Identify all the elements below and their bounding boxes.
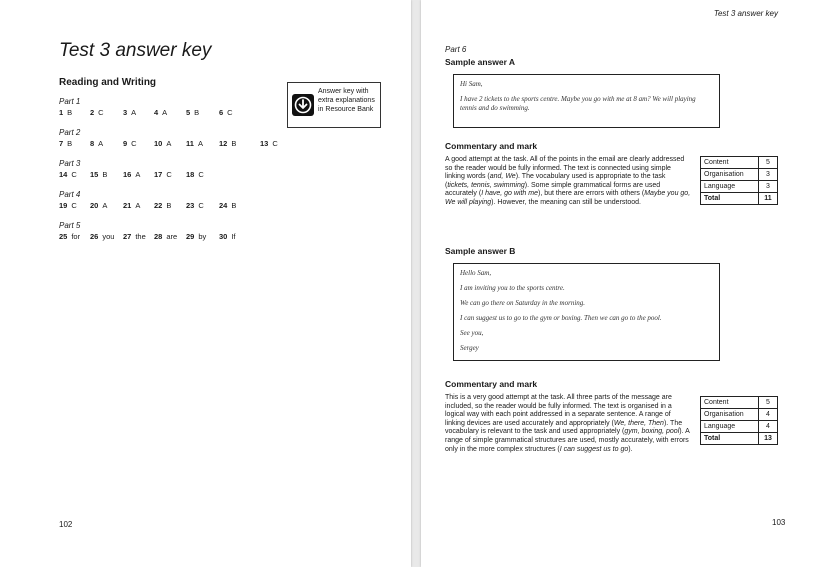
resource-bank-callout bbox=[287, 82, 381, 128]
question-number: 12 bbox=[219, 139, 228, 148]
commentary-segment: ). The vocabulary is relevant to the task and used appropriately ( bbox=[445, 419, 683, 436]
answer-part-2 bbox=[59, 128, 278, 151]
running-head: Test 3 answer key bbox=[713, 9, 778, 18]
commentary-segment: ). Some simple grammatical forms are used accurately ( bbox=[445, 181, 661, 198]
answer-item bbox=[154, 170, 172, 179]
answer-item bbox=[59, 232, 80, 241]
answer-value: C bbox=[166, 170, 172, 179]
left-page bbox=[0, 0, 411, 567]
answer-row bbox=[59, 139, 278, 151]
sample-line: Hello Sam, bbox=[460, 269, 492, 277]
commentary-a-text bbox=[445, 156, 691, 208]
answer-item bbox=[219, 201, 236, 210]
answer-value: A bbox=[131, 108, 137, 117]
question-number: 27 bbox=[123, 232, 132, 241]
question-number: 11 bbox=[186, 139, 194, 148]
page-title: Test 3 answer key bbox=[59, 40, 212, 61]
score: 4 bbox=[759, 421, 778, 433]
question-number: 15 bbox=[90, 170, 99, 179]
commentary-a-heading: Commentary and mark bbox=[445, 141, 538, 151]
answer-value: C bbox=[71, 170, 77, 179]
answer-item bbox=[186, 170, 204, 179]
question-number: 28 bbox=[154, 232, 163, 241]
answer-item bbox=[59, 108, 72, 117]
criterion: Language bbox=[701, 421, 759, 433]
mark-row bbox=[701, 181, 778, 193]
answer-item bbox=[90, 232, 114, 241]
commentary-segment: ), but there are errors with others ( bbox=[538, 190, 645, 198]
download-arrow-icon bbox=[292, 94, 314, 116]
criterion: Content bbox=[701, 157, 759, 169]
answer-item bbox=[186, 201, 204, 210]
criterion: Organisation bbox=[701, 409, 759, 421]
answer-value: B bbox=[194, 108, 200, 117]
question-number: 21 bbox=[123, 201, 132, 210]
marks-table-b bbox=[700, 396, 778, 445]
part-label: Part 3 bbox=[59, 159, 81, 168]
answer-item bbox=[90, 139, 103, 148]
mark-row bbox=[701, 397, 778, 409]
answer-part-4 bbox=[59, 190, 237, 213]
question-number: 20 bbox=[90, 201, 99, 210]
sample-line: See you, bbox=[460, 329, 484, 337]
example-phrase: We, there, Then bbox=[613, 419, 664, 427]
sample-line: I am inviting you to the sports centre. bbox=[460, 284, 565, 292]
section-heading: Reading and Writing bbox=[59, 77, 157, 88]
commentary-b-text bbox=[445, 394, 691, 454]
answer-row bbox=[59, 108, 233, 120]
answer-item bbox=[90, 108, 104, 117]
answer-value: the bbox=[135, 232, 146, 241]
answer-item bbox=[123, 139, 137, 148]
answer-value: B bbox=[166, 201, 172, 210]
answer-item bbox=[123, 201, 140, 210]
answer-item bbox=[186, 232, 206, 241]
sample-line: Sergey bbox=[460, 344, 479, 352]
question-number: 7 bbox=[59, 139, 64, 148]
answer-item bbox=[59, 201, 77, 210]
answer-item bbox=[260, 139, 278, 148]
example-phrase: I have, go with me bbox=[481, 190, 538, 198]
page-number: 102 bbox=[59, 520, 73, 529]
answer-value: A bbox=[135, 201, 141, 210]
sample-b-heading: Sample answer B bbox=[445, 246, 516, 256]
question-number: 2 bbox=[90, 108, 95, 117]
sample-line: Hi Sam, bbox=[460, 80, 483, 88]
answer-value: C bbox=[198, 170, 204, 179]
question-number: 13 bbox=[260, 139, 269, 148]
criterion: Language bbox=[701, 181, 759, 193]
total-row bbox=[701, 433, 778, 445]
answer-part-5 bbox=[59, 221, 236, 244]
sample-a-answer-box bbox=[453, 74, 720, 128]
answer-value: C bbox=[98, 108, 104, 117]
answer-item bbox=[90, 201, 107, 210]
answer-item bbox=[154, 139, 171, 148]
answer-item bbox=[154, 232, 177, 241]
question-number: 3 bbox=[123, 108, 128, 117]
criterion: Organisation bbox=[701, 169, 759, 181]
question-number: 17 bbox=[154, 170, 163, 179]
right-page bbox=[421, 0, 828, 567]
question-number: 16 bbox=[123, 170, 132, 179]
answer-item bbox=[154, 201, 171, 210]
mark-row bbox=[701, 157, 778, 169]
question-number: 10 bbox=[154, 139, 163, 148]
answer-value: C bbox=[227, 108, 233, 117]
answer-row bbox=[59, 232, 236, 244]
sample-line: I can suggest us to go to the gym or boxing. Then we can go to the pool. bbox=[460, 314, 662, 322]
answer-value: A bbox=[162, 108, 168, 117]
answer-value: for bbox=[71, 232, 81, 241]
question-number: 25 bbox=[59, 232, 68, 241]
answer-value: C bbox=[131, 139, 137, 148]
answer-item bbox=[123, 170, 140, 179]
question-number: 1 bbox=[59, 108, 64, 117]
commentary-segment: A good attempt at the task. All of the points in the email are clearly addressed so the reader would be fully informed. The text is connected using simple linking words ( bbox=[445, 156, 685, 181]
part-label: Part 5 bbox=[59, 221, 81, 230]
answer-value: C bbox=[198, 201, 204, 210]
question-number: 9 bbox=[123, 139, 128, 148]
question-number: 8 bbox=[90, 139, 95, 148]
answer-value: B bbox=[231, 139, 237, 148]
page-number: 103 bbox=[772, 518, 786, 527]
answer-item bbox=[123, 232, 146, 241]
answer-value: If bbox=[231, 232, 236, 241]
sample-line: We can go there on Saturday in the morning. bbox=[460, 299, 586, 307]
commentary-segment: This is a very good attempt at the task. All three parts of the message are included, so the reader would be fully informed. The text is organised in a logical way with each point addressed in a separate sentence. A range of linking devices are used accurately and appropriately ( bbox=[445, 394, 672, 427]
part-label: Part 6 bbox=[445, 45, 467, 54]
answer-item bbox=[123, 108, 136, 117]
score: 4 bbox=[759, 409, 778, 421]
callout-text: Answer key with extra explanations in Resource Bank bbox=[318, 88, 375, 113]
question-number: 14 bbox=[59, 170, 68, 179]
answer-item bbox=[59, 170, 77, 179]
answer-item bbox=[59, 139, 72, 148]
mark-row bbox=[701, 169, 778, 181]
question-number: 26 bbox=[90, 232, 99, 241]
total-label: Total bbox=[701, 193, 759, 205]
question-number: 5 bbox=[186, 108, 191, 117]
answer-value: C bbox=[71, 201, 77, 210]
answer-value: you bbox=[102, 232, 115, 241]
answer-value: by bbox=[198, 232, 207, 241]
part-label: Part 4 bbox=[59, 190, 81, 199]
example-phrase: I can suggest us to go bbox=[559, 445, 629, 453]
example-phrase: gym, boxing, pool bbox=[624, 428, 680, 436]
answer-value: A bbox=[166, 139, 172, 148]
question-number: 6 bbox=[219, 108, 224, 117]
answer-part-1 bbox=[59, 97, 233, 120]
answer-value: A bbox=[197, 139, 203, 148]
part-label: Part 2 bbox=[59, 128, 81, 137]
answer-value: B bbox=[231, 201, 237, 210]
sample-b-answer-box bbox=[453, 263, 720, 361]
question-number: 22 bbox=[154, 201, 163, 210]
example-phrase: tickets, tennis, swimming bbox=[447, 181, 525, 189]
commentary-segment: ). However, the meaning can still be understood. bbox=[491, 198, 641, 206]
question-number: 24 bbox=[219, 201, 228, 210]
answer-value: A bbox=[98, 139, 104, 148]
part-label: Part 1 bbox=[59, 97, 81, 106]
total-score: 11 bbox=[759, 193, 778, 205]
answer-value: are bbox=[166, 232, 178, 241]
answer-value: C bbox=[272, 139, 278, 148]
answer-item bbox=[186, 108, 199, 117]
sample-line: I have 2 tickets to the sports centre. Maybe you go with me at 8 am? We will playing tennis and do swimming. bbox=[460, 95, 696, 112]
score: 3 bbox=[759, 181, 778, 193]
answer-value: A bbox=[135, 170, 141, 179]
example-phrase: and, We bbox=[489, 173, 516, 181]
total-row bbox=[701, 193, 778, 205]
question-number: 30 bbox=[219, 232, 228, 241]
answer-item bbox=[154, 108, 167, 117]
answer-item bbox=[219, 108, 233, 117]
answer-value: B bbox=[67, 108, 73, 117]
mark-row bbox=[701, 421, 778, 433]
question-number: 29 bbox=[186, 232, 195, 241]
answer-item bbox=[219, 139, 236, 148]
answer-item bbox=[219, 232, 236, 241]
question-number: 23 bbox=[186, 201, 195, 210]
marks-table-a bbox=[700, 156, 778, 205]
mark-row bbox=[701, 409, 778, 421]
answer-value: B bbox=[102, 170, 108, 179]
question-number: 4 bbox=[154, 108, 159, 117]
score: 3 bbox=[759, 169, 778, 181]
sample-a-heading: Sample answer A bbox=[445, 57, 516, 67]
answer-item bbox=[90, 170, 107, 179]
commentary-segment: ). bbox=[628, 445, 633, 453]
score: 5 bbox=[759, 157, 778, 169]
example-phrase: Maybe you go, We will playing bbox=[445, 190, 691, 206]
total-label: Total bbox=[701, 433, 759, 445]
commentary-segment: ). The vocabulary used is appropriate to the task ( bbox=[445, 173, 666, 189]
criterion: Content bbox=[701, 397, 759, 409]
commentary-b-heading: Commentary and mark bbox=[445, 379, 538, 389]
question-number: 19 bbox=[59, 201, 68, 210]
total-score: 13 bbox=[759, 433, 778, 445]
score: 5 bbox=[759, 397, 778, 409]
answer-value: B bbox=[67, 139, 73, 148]
answer-part-3 bbox=[59, 159, 204, 182]
question-number: 18 bbox=[186, 170, 195, 179]
answer-value: A bbox=[102, 201, 108, 210]
answer-row bbox=[59, 201, 237, 213]
answer-item bbox=[186, 139, 203, 148]
commentary-segment: ). A range of simple grammatical structures are used, mostly accurately, with errors only in the more complex structures ( bbox=[445, 428, 690, 453]
answer-row bbox=[59, 170, 204, 182]
